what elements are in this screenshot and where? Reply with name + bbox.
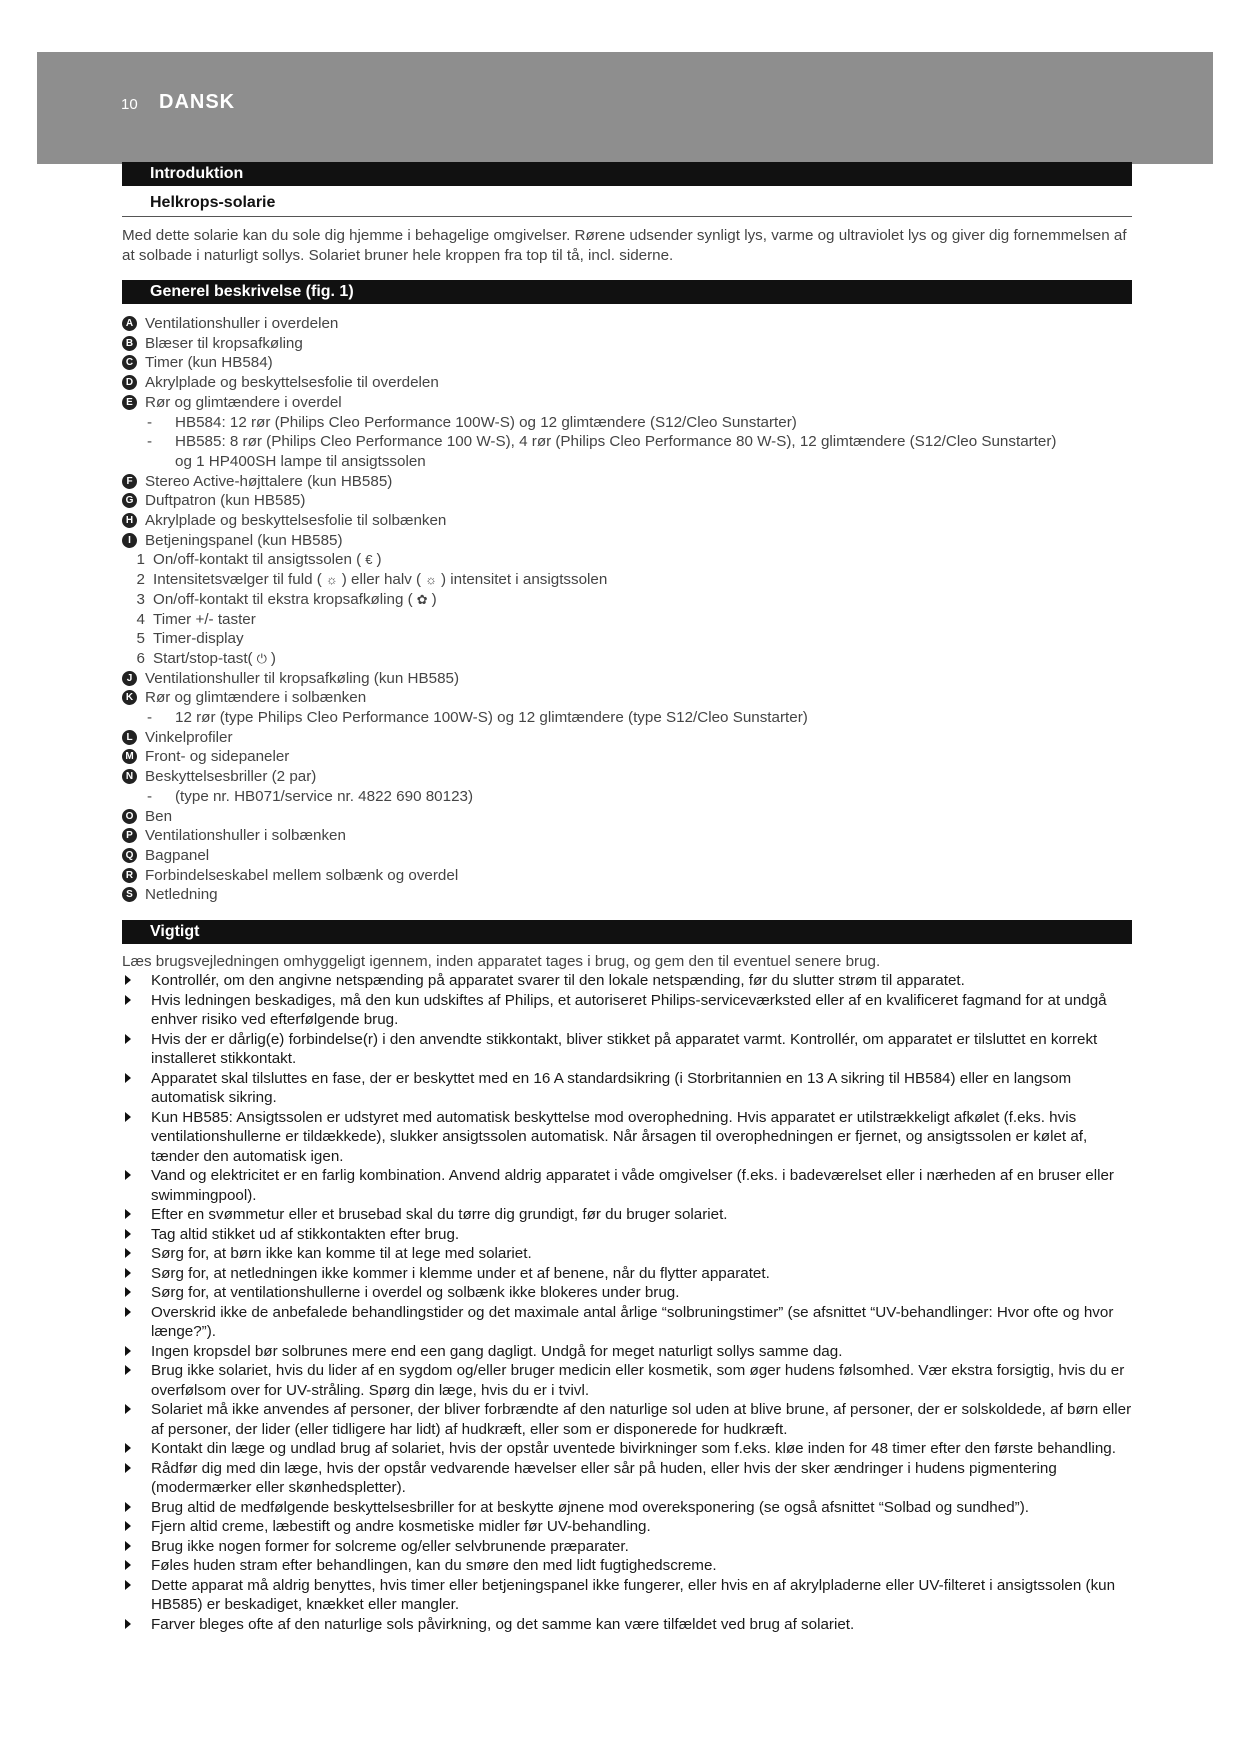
bullet-text: Solariet må ikke anvendes af personer, der bliver forbrændte af den naturlige sol uden at blive brune, af personer, der er solskoldede, af børn eller af personer, der lider (eller tidligere har lidt) af hudkræft, eller som er disponerede for hudkræft. (151, 1401, 1132, 1438)
triangle-bullet-icon (125, 1463, 131, 1473)
list-item: I Betjeningspanel (kun HB585) (122, 531, 1132, 551)
list-item: B Blæser til kropsafkøling (122, 334, 1132, 354)
full-sun-icon: ☼ (325, 572, 338, 588)
letter-badge: R (122, 868, 137, 883)
bullet-item (122, 1459, 1132, 1498)
numbered-item: 2 Intensitetsvælger til fuld ( ☼ ) eller halv ( ☼ ) intensitet i ansigtssolen (136, 571, 608, 589)
bullet-text: Efter en svømmetur eller et brusebad skal du tørre dig grundigt, før du bruger solariet. (151, 1206, 728, 1223)
list-item: Q Bagpanel (122, 846, 1132, 866)
bullet-item (122, 1576, 1132, 1615)
bullet-item (122, 1342, 1132, 1362)
bullet-text: Ingen kropsdel bør solbrunes mere end een gang dagligt. Undgå for meget naturligt sollys samme dag. (151, 1342, 843, 1360)
letter-badge: L (122, 730, 137, 745)
list-subitem: - HB585: 8 rør (Philips Cleo Performance 100 W-S), 4 rør (Philips Cleo Performance 80 W-S), 12 glimtændere (S12/Cleo Sunstarter) (147, 433, 1057, 451)
parts-list (122, 314, 1132, 905)
triangle-bullet-icon (125, 1209, 131, 1219)
bullet-item (122, 1439, 1132, 1459)
numbered-item: 6 Start/stop-tast( ⏻ ) (136, 649, 276, 667)
letter-badge: O (122, 809, 137, 824)
section-bar-introduction (122, 162, 1132, 186)
numbered-item: 4 Timer +/- taster (136, 610, 256, 628)
bullet-text: Vand og elektricitet er en farlig kombination. Anvend aldrig apparatet i våde omgivelser (f.eks. i badeværelset eller i nærheden af en bruser eller swimmingpool). (151, 1167, 1114, 1204)
bullet-text: Fjern altid creme, læbestift og andre kosmetiske midler før UV-behandling. (151, 1518, 651, 1535)
section-title: Introduktion (150, 165, 244, 182)
triangle-bullet-icon (125, 1560, 131, 1570)
bullet-item (122, 1244, 1132, 1264)
list-item: P Ventilationshuller i solbænken (122, 826, 1132, 846)
list-item: A Ventilationshuller i overdelen (122, 314, 1132, 334)
triangle-bullet-icon (125, 1112, 131, 1122)
bullet-item (122, 1361, 1132, 1400)
intro-paragraph: Med dette solarie kan du sole dig hjemme i behagelige omgivelser. Rørene udsender synligt lys, varme og ultraviolet lys og giver dig fornemmelsen af at solbade i naturligt sollys. Solariet bruner hele kroppen fra top til tå, incl. siderne. (122, 227, 1127, 264)
triangle-bullet-icon (125, 1521, 131, 1531)
list-item: N Beskyttelsesbriller (2 par) (122, 767, 1132, 787)
bullet-text: Brug ikke nogen former for solcreme og/eller selvbrunende præparater. (151, 1537, 629, 1555)
power-icon: ⏻ (256, 650, 267, 666)
list-item: R Forbindelseskabel mellem solbænk og overdel (122, 866, 1132, 886)
bullet-item (122, 1069, 1132, 1108)
list-subitem: - HB584: 12 rør (Philips Cleo Performance 100W-S) og 12 glimtændere (S12/Cleo Sunstarter) (147, 413, 797, 431)
bullet-text: Dette apparat må aldrig benyttes, hvis timer eller betjeningspanel ikke fungerer, eller hvis en af akrylpladerne eller UV-filteret i ansigtssolen (kun HB585) er beskadiget, knækket eller mangler. (151, 1576, 1116, 1613)
triangle-bullet-icon (125, 1248, 131, 1258)
list-item: C Timer (kun HB584) (122, 353, 1132, 373)
letter-badge: B (122, 336, 137, 351)
list-item: J Ventilationshuller til kropsafkøling (kun HB585) (122, 669, 1132, 689)
numbered-item: 3 On/off-kontakt til ekstra kropsafkøling ( ✿ ) (136, 590, 437, 608)
triangle-bullet-icon (125, 1619, 131, 1629)
bullet-item (122, 1205, 1132, 1225)
bullet-item (122, 1556, 1132, 1576)
letter-badge: A (122, 316, 137, 331)
important-bullet-list (122, 971, 1132, 1634)
section-bar-important (122, 920, 1132, 944)
half-sun-icon: ☼ (425, 572, 438, 588)
list-item: F Stereo Active-højttalere (kun HB585) (122, 472, 1132, 492)
list-item: E Rør og glimtændere i overdel (122, 393, 1132, 413)
triangle-bullet-icon (125, 1229, 131, 1239)
bullet-text: Sørg for, at ventilationshullerne i overdel og solbænk ikke blokeres under brug. (151, 1284, 680, 1301)
bullet-text: Hvis der er dårlig(e) forbindelse(r) i den anvendte stikkontakt, bliver stikket på apparatet varmt. Kontrollér, om apparatet er tilsluttet en korrekt installeret stikkontakt. (151, 1030, 1098, 1067)
bullet-item (122, 1108, 1132, 1167)
letter-badge: K (122, 690, 137, 705)
list-subitem: - (type nr. HB071/service nr. 4822 690 80123) (147, 787, 474, 805)
triangle-bullet-icon (125, 1170, 131, 1180)
triangle-bullet-icon (125, 975, 131, 985)
letter-badge: N (122, 769, 137, 784)
triangle-bullet-icon (125, 1073, 131, 1083)
list-item: G Duftpatron (kun HB585) (122, 491, 1132, 511)
fan-icon: ✿ (416, 591, 428, 607)
letter-badge: E (122, 395, 137, 410)
triangle-bullet-icon (125, 1541, 131, 1551)
letter-badge: J (122, 671, 137, 686)
numbered-item: 1 On/off-kontakt til ansigtssolen ( € ) (136, 551, 382, 569)
bullet-item (122, 1283, 1132, 1303)
list-item: H Akrylplade og beskyttelsesfolie til solbænken (122, 511, 1132, 531)
letter-badge: C (122, 355, 137, 370)
bullet-item (122, 1030, 1132, 1069)
bullet-item (122, 1537, 1132, 1557)
section-title: Generel beskrivelse (fig. 1) (150, 283, 354, 300)
triangle-bullet-icon (125, 1365, 131, 1375)
language-heading: DANSK (159, 91, 236, 113)
bullet-text: Sørg for, at netledningen ikke kommer i klemme under et af benene, når du flytter apparatet. (151, 1264, 770, 1282)
letter-badge: I (122, 533, 137, 548)
section-title: Vigtigt (150, 923, 200, 940)
section-bar-general (122, 280, 1132, 304)
list-item: L Vinkelprofiler (122, 728, 1132, 748)
triangle-bullet-icon (125, 1502, 131, 1512)
bullet-text: Rådfør dig med din læge, hvis der opstår vedvarende hævelser eller sår på huden, eller hvis der sker ændringer i hudens pigmentering (modermærker eller skønhedspletter). (151, 1459, 1057, 1496)
triangle-bullet-icon (125, 1268, 131, 1278)
list-item: K Rør og glimtændere i solbænken (122, 688, 1132, 708)
face-sun-icon: € (365, 552, 373, 568)
bullet-item (122, 1498, 1132, 1518)
letter-badge: S (122, 887, 137, 902)
bullet-item (122, 1303, 1132, 1342)
bullet-text: Sørg for, at børn ikke kan komme til at lege med solariet. (151, 1245, 532, 1262)
bullet-text: Apparatet skal tilsluttes en fase, der er beskyttet med en 16 A standardsikring (i Storbritannien en 13 A sikring til HB584) eller en langsom automatisk sikring. (151, 1069, 1072, 1106)
bullet-text: Føles huden stram efter behandlingen, kan du smøre den med lidt fugtighedscreme. (151, 1557, 717, 1574)
page-number: 10 (121, 96, 138, 113)
list-item: D Akrylplade og beskyttelsesfolie til overdelen (122, 373, 1132, 393)
bullet-text: Kun HB585: Ansigtssolen er udstyret med automatisk beskyttelse mod overophedning. Hvis apparatet er utilstrækkeligt afkølet (f.eks. hvis ventilationshullerne er tildækkede), slukker ansigtssolen automatisk. Når årsagen til overophedningen er fjernet, og ansigtssolen er kølet af, tænder den automatisk igen. (151, 1108, 1088, 1165)
bullet-item (122, 1225, 1132, 1245)
list-item: S Netledning (122, 885, 1132, 905)
triangle-bullet-icon (125, 1346, 131, 1356)
important-intro: Læs brugsvejledningen omhyggeligt igennem, inden apparatet tages i brug, og gem den til eventuel senere brug. (122, 953, 881, 970)
triangle-bullet-icon (125, 1404, 131, 1414)
list-subitem-continued: og 1 HP400SH lampe til ansigtssolen (175, 452, 426, 470)
bullet-item (122, 1264, 1132, 1284)
triangle-bullet-icon (125, 1580, 131, 1590)
bullet-text: Brug altid de medfølgende beskyttelsesbriller for at beskytte øjnene mod overeksponering (se også afsnittet “Solbad og sundhed”). (151, 1498, 1029, 1516)
bullet-item (122, 1517, 1132, 1537)
bullet-item (122, 1615, 1132, 1635)
bullet-item (122, 1400, 1132, 1439)
triangle-bullet-icon (125, 995, 131, 1005)
subsection-title: Helkrops-solarie (150, 194, 276, 211)
bullet-item (122, 991, 1132, 1030)
header-band (37, 52, 1213, 164)
list-item: M Front- og sidepaneler (122, 747, 1132, 767)
triangle-bullet-icon (125, 1307, 131, 1317)
list-item: O Ben (122, 807, 1132, 827)
letter-badge: G (122, 493, 137, 508)
letter-badge: P (122, 828, 137, 843)
bullet-text: Hvis ledningen beskadiges, må den kun udskiftes af Philips, et autoriseret Philips-serviceværksted eller af en kvalificeret fagmand for at undgå enhver risiko ved efterfølgende brug. (151, 991, 1107, 1028)
bullet-text: Farver bleges ofte af den naturlige sols påvirkning, og det samme kan være tilfældet ved brug af solariet. (151, 1615, 855, 1633)
triangle-bullet-icon (125, 1443, 131, 1453)
letter-badge: F (122, 474, 137, 489)
numbered-item: 5 Timer-display (136, 630, 244, 648)
list-subitem: - 12 rør (type Philips Cleo Performance 100W-S) og 12 glimtændere (type S12/Cleo Sunstarter) (147, 709, 808, 727)
letter-badge: D (122, 375, 137, 390)
bullet-item (122, 971, 1132, 991)
bullet-item (122, 1166, 1132, 1205)
triangle-bullet-icon (125, 1034, 131, 1044)
bullet-text: Kontrollér, om den angivne netspænding på apparatet svarer til den lokale netspænding, før du slutter strøm til apparatet. (151, 972, 965, 989)
letter-badge: Q (122, 848, 137, 863)
bullet-text: Brug ikke solariet, hvis du lider af en sygdom og/eller bruger medicin eller kosmetik, som øger hudens følsomhed. Vær ekstra forsigtig, hvis du er overfølsom over for UV-stråling. Spørg din læge, hvis du er i tvivl. (151, 1362, 1125, 1399)
divider (122, 216, 1132, 217)
triangle-bullet-icon (125, 1287, 131, 1297)
bullet-text: Kontakt din læge og undlad brug af solariet, hvis der opstår uventede bivirkninger som f.eks. kløe inden for 48 timer efter den første behandling. (151, 1440, 1116, 1457)
letter-badge: H (122, 513, 137, 528)
bullet-text: Overskrid ikke de anbefalede behandlingstider og det maximale antal årlige “solbruningstimer” (se afsnittet “UV-behandlinger: Hvor ofte og hvor længe?”). (151, 1303, 1114, 1340)
letter-badge: M (122, 749, 137, 764)
bullet-text: Tag altid stikket ud af stikkontakten efter brug. (151, 1225, 460, 1243)
